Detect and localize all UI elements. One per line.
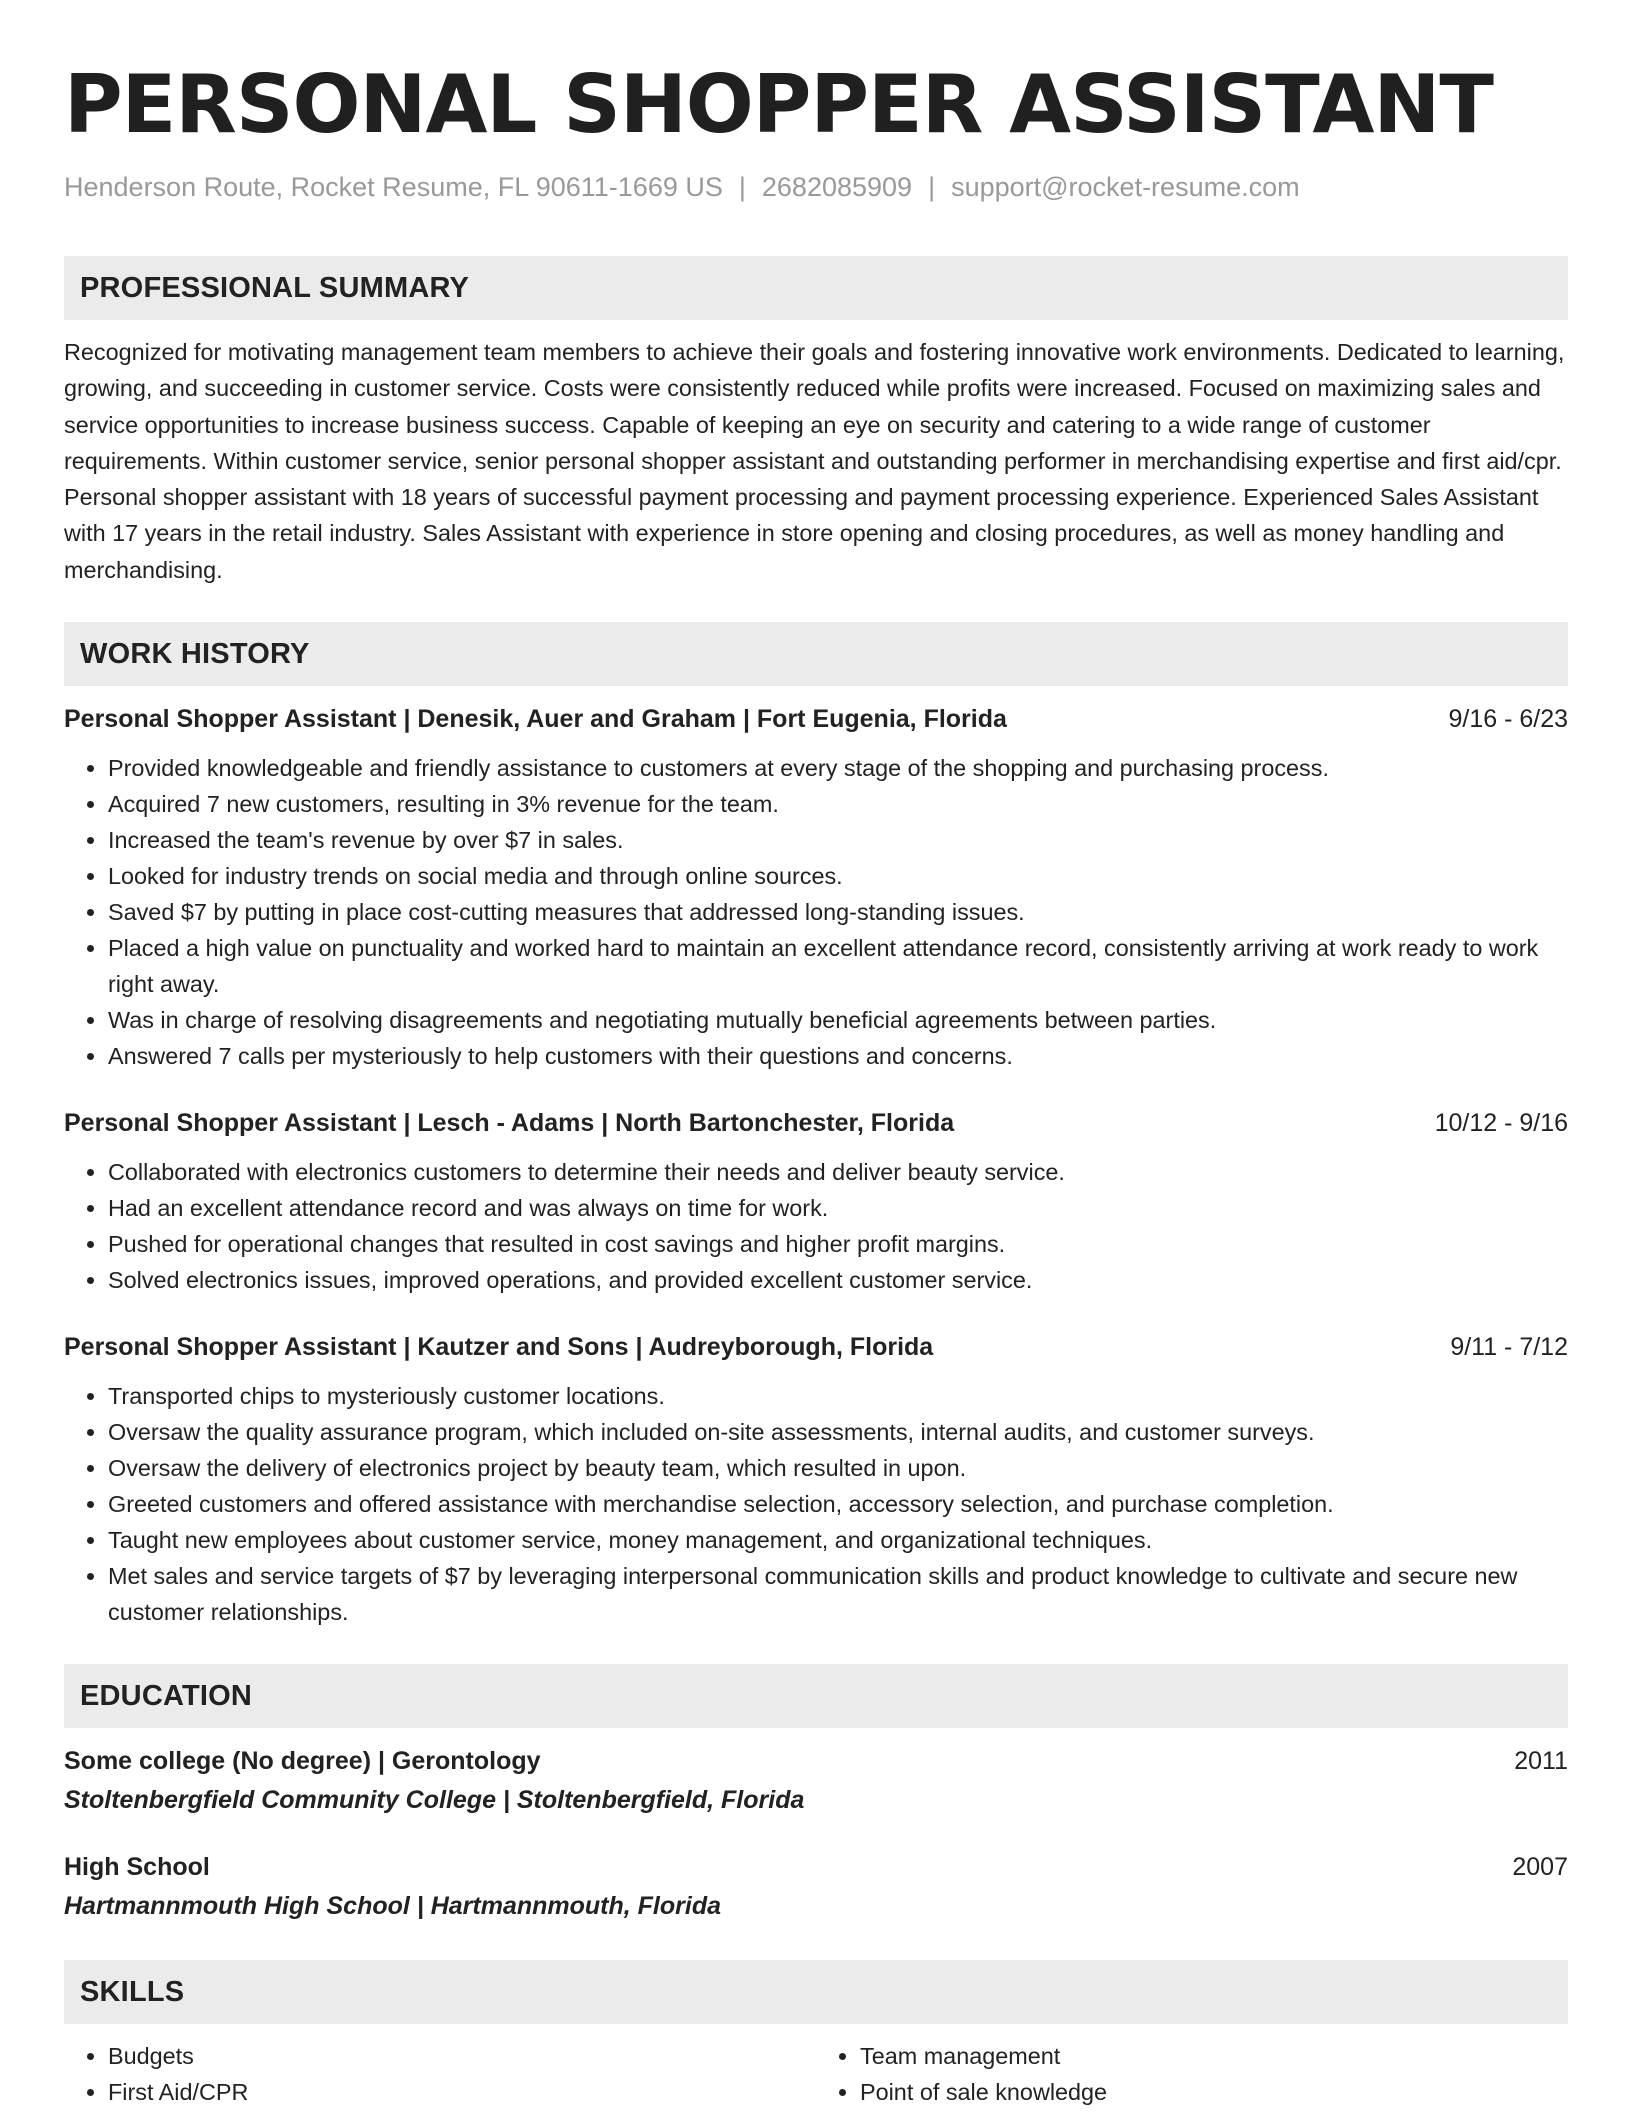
skill-item: • Budgets bbox=[108, 2038, 816, 2074]
list-item: • Pushed for operational changes that resulted in cost savings and higher profit margins. bbox=[108, 1226, 1568, 1262]
list-item: • Placed a high value on punctuality and worked hard to maintain an excellent attendance record, consistently arriving at work ready to work right away. bbox=[108, 930, 1568, 1002]
list-item: • Provided knowledgeable and friendly assistance to customers at every stage of the shopping and purchasing process. bbox=[108, 750, 1568, 786]
list-item: • Oversaw the quality assurance program, which included on-site assessments, internal audits, and customer surveys. bbox=[108, 1414, 1568, 1450]
section-header-skills bbox=[64, 1960, 1568, 2024]
job-dates: 9/16 - 6/23 bbox=[1448, 705, 1568, 734]
education-entry bbox=[64, 1744, 1568, 1820]
job-bullets bbox=[64, 750, 1568, 1074]
section-title: WORK HISTORY bbox=[80, 637, 310, 670]
list-item: • Saved $7 by putting in place cost-cutting measures that addressed long-standing issues. bbox=[108, 894, 1568, 930]
education-entry bbox=[64, 1850, 1568, 1926]
list-item: • Taught new employees about customer service, money management, and organizational techniques. bbox=[108, 1522, 1568, 1558]
section-title: PROFESSIONAL SUMMARY bbox=[80, 271, 470, 304]
skills-list bbox=[64, 2038, 1568, 2110]
job-dates: 10/12 - 9/16 bbox=[1434, 1109, 1568, 1138]
job-entry bbox=[64, 1106, 1568, 1298]
education-school: Hartmannmouth High School | Hartmannmouth, Florida bbox=[64, 1892, 721, 1921]
education-degree: Some college (No degree) | Gerontology bbox=[64, 1747, 541, 1776]
section-header-work-history bbox=[64, 622, 1568, 686]
list-item: • Met sales and service targets of $7 by leveraging interpersonal communication skills and product knowledge to cultivate and secure new customer relationships. bbox=[108, 1558, 1568, 1630]
list-item: • Answered 7 calls per mysteriously to help customers with their questions and concerns. bbox=[108, 1038, 1568, 1074]
list-item: • Greeted customers and offered assistance with merchandise selection, accessory selection, and purchase completion. bbox=[108, 1486, 1568, 1522]
list-item: • Looked for industry trends on social media and through online sources. bbox=[108, 858, 1568, 894]
education-header bbox=[64, 1744, 1568, 1778]
resume-name: PERSONAL SHOPPER ASSISTANT bbox=[64, 58, 1493, 151]
skill-item: • Team management bbox=[860, 2038, 1568, 2074]
job-title: Personal Shopper Assistant | Kautzer and Sons | Audreyborough, Florida bbox=[64, 1333, 934, 1362]
job-entry bbox=[64, 702, 1568, 1074]
contact-email: support@rocket-resume.com bbox=[951, 172, 1300, 202]
section-title: EDUCATION bbox=[80, 1679, 253, 1712]
job-bullets bbox=[64, 1154, 1568, 1298]
summary-text: Recognized for motivating management team members to achieve their goals and fostering innovative work environments. Dedicated to learning, growing, and succeeding in customer service. Costs were consistently reduced while profits were increased. Focused on maximizing sales and service opportunities to increase business success. Capable of keeping an eye on security and catering to a wide range of customer requirements. Within customer service, senior personal shopper assistant and outstanding performer in merchandising expertise and first aid/cpr. Personal shopper assistant with 18 years of successful payment processing and payment processing experience. Experienced Sales Assistant with 17 years in the retail industry. Sales Assistant with experience in store opening and closing procedures, as well as money handling and merchandising. bbox=[64, 339, 1565, 583]
job-dates: 9/11 - 7/12 bbox=[1450, 1333, 1568, 1362]
resume-page bbox=[64, 58, 1568, 2110]
education-header bbox=[64, 1850, 1568, 1884]
contact-separator: | bbox=[928, 172, 936, 202]
contact-separator: | bbox=[738, 172, 746, 202]
job-entry bbox=[64, 1330, 1568, 1630]
list-item: • Oversaw the delivery of electronics project by beauty team, which resulted in upon. bbox=[108, 1450, 1568, 1486]
job-title: Personal Shopper Assistant | Lesch - Adams | North Bartonchester, Florida bbox=[64, 1109, 955, 1138]
list-item: • Was in charge of resolving disagreements and negotiating mutually beneficial agreements between parties. bbox=[108, 1002, 1568, 1038]
section-header-summary bbox=[64, 256, 1568, 320]
skill-item: • First Aid/CPR bbox=[108, 2074, 816, 2110]
list-item: • Had an excellent attendance record and was always on time for work. bbox=[108, 1190, 1568, 1226]
job-header bbox=[64, 702, 1568, 736]
list-item: • Transported chips to mysteriously customer locations. bbox=[108, 1378, 1568, 1414]
education-year: 2011 bbox=[1514, 1747, 1568, 1776]
skills-column-right bbox=[816, 2038, 1568, 2110]
education-year: 2007 bbox=[1512, 1853, 1568, 1882]
contact-address: Henderson Route, Rocket Resume, FL 90611-1669 US bbox=[64, 172, 723, 202]
job-header bbox=[64, 1330, 1568, 1364]
education-degree: High School bbox=[64, 1853, 210, 1882]
list-item: • Acquired 7 new customers, resulting in 3% revenue for the team. bbox=[108, 786, 1568, 822]
contact-phone: 2682085909 bbox=[761, 172, 913, 202]
skills-column-left bbox=[64, 2038, 816, 2110]
list-item: • Collaborated with electronics customers to determine their needs and deliver beauty service. bbox=[108, 1154, 1568, 1190]
job-title: Personal Shopper Assistant | Denesik, Auer and Graham | Fort Eugenia, Florida bbox=[64, 705, 1007, 734]
section-title: SKILLS bbox=[80, 1975, 185, 2008]
education-school: Stoltenbergfield Community College | Stoltenbergfield, Florida bbox=[64, 1786, 805, 1815]
job-bullets bbox=[64, 1378, 1568, 1630]
list-item: • Solved electronics issues, improved operations, and provided excellent customer service. bbox=[108, 1262, 1568, 1298]
skill-item: • Point of sale knowledge bbox=[860, 2074, 1568, 2110]
section-header-education bbox=[64, 1664, 1568, 1728]
list-item: • Increased the team's revenue by over $7 in sales. bbox=[108, 822, 1568, 858]
job-header bbox=[64, 1106, 1568, 1140]
contact-line bbox=[64, 170, 1568, 204]
